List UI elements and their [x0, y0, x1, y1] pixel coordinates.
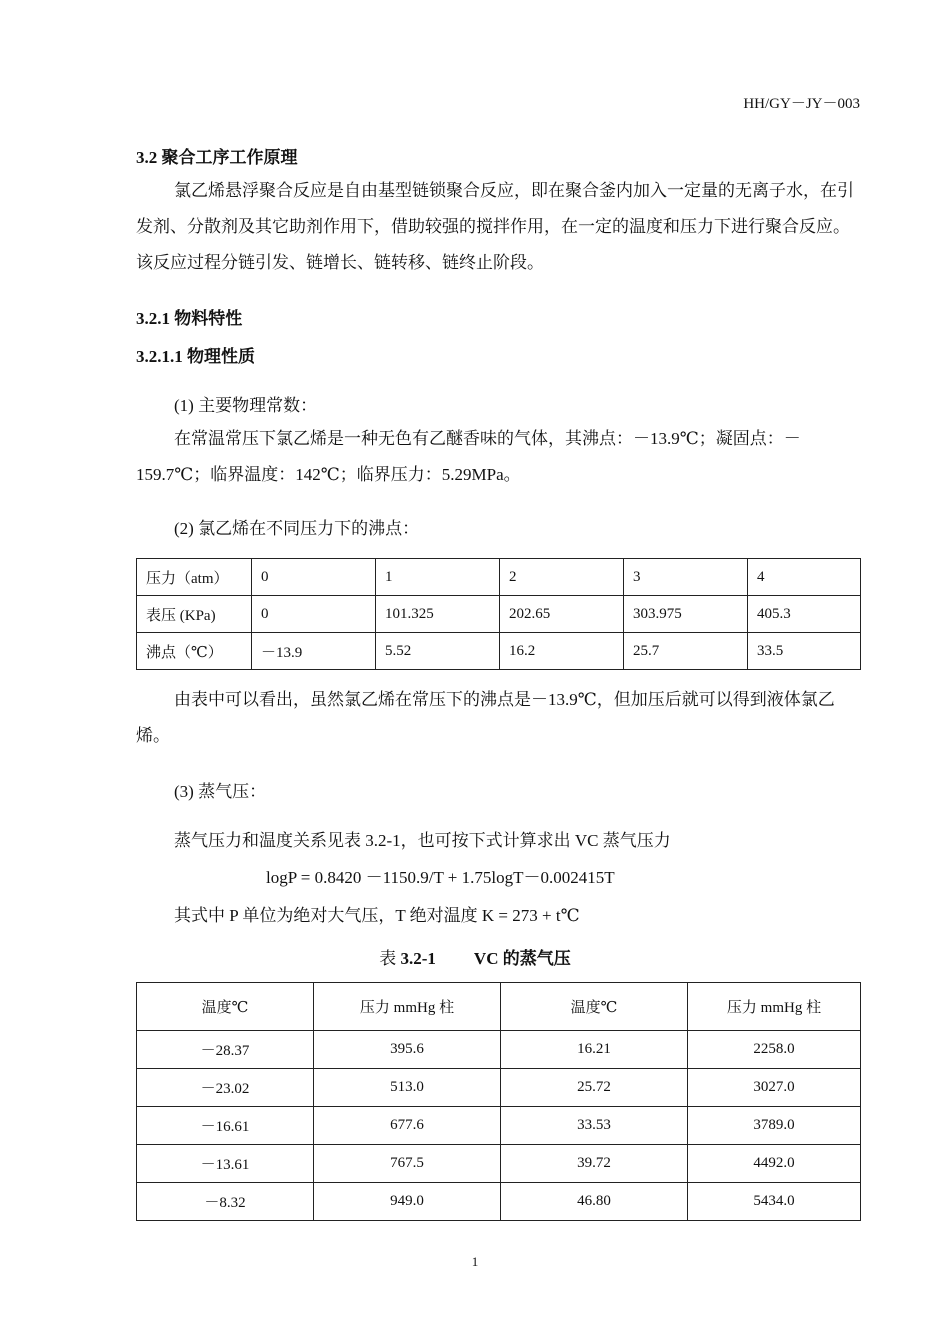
table-cell: 33.53	[501, 1107, 688, 1145]
table-cell: 949.0	[314, 1183, 501, 1221]
table-cell: 3789.0	[688, 1107, 861, 1145]
section-title: 3.2 聚合工序工作原理	[136, 148, 298, 167]
table-cell: 395.6	[314, 1031, 501, 1069]
subsection-title: 3.2.1 物料特性	[136, 309, 243, 328]
table-cell: －13.61	[137, 1145, 314, 1183]
item1-text: 在常温常压下氯乙烯是一种无色有乙醚香味的气体，其沸点：－13.9℃；凝固点：－159.7℃；临界温度：142℃；临界压力：5.29MPa。	[136, 429, 801, 484]
table-cell: 5434.0	[688, 1183, 861, 1221]
table-cell: 压力（atm）	[137, 559, 252, 596]
table-cell: 767.5	[314, 1145, 501, 1183]
table-cell: 5.52	[376, 633, 500, 670]
table-cell: 0	[252, 559, 376, 596]
table-cell: 2	[500, 559, 624, 596]
intro-paragraph: 氯乙烯悬浮聚合反应是自由基型链锁聚合反应，即在聚合釜内加入一定量的无离子水，在引发剂、分散剂及其它助剂作用下，借助较强的搅拌作用，在一定的温度和压力下进行聚合反应。该反应过程分链引发、链增长、链转移、链终止阶段。	[136, 181, 854, 272]
vapor-intro: 蒸气压力和温度关系见表 3.2-1，也可按下式计算求出 VC 蒸气压力	[174, 831, 671, 850]
boiling-point-table	[136, 558, 861, 670]
table-cell: 表压 (KPa)	[137, 596, 252, 633]
table-cell: 39.72	[501, 1145, 688, 1183]
table-cell: －13.9	[252, 633, 376, 670]
table-cell: 33.5	[748, 633, 861, 670]
item1-label: (1) 主要物理常数：	[174, 396, 318, 415]
table-cell: 1	[376, 559, 500, 596]
table-cell: 0	[252, 596, 376, 633]
table-row	[137, 633, 861, 670]
table-cell: －8.32	[137, 1183, 314, 1221]
document-code: HH/GY－JY－003	[743, 96, 860, 112]
subsubsection-title: 3.2.1.1 物理性质	[136, 347, 255, 366]
table-cell: －16.61	[137, 1107, 314, 1145]
table-header-row	[137, 983, 861, 1031]
table-row	[137, 1107, 861, 1145]
table-cell: 16.2	[500, 633, 624, 670]
table-header-cell: 温度℃	[137, 983, 314, 1031]
table-row	[137, 1145, 861, 1183]
table-cell: 2258.0	[688, 1031, 861, 1069]
table-header-cell: 温度℃	[501, 983, 688, 1031]
table-row	[137, 596, 861, 633]
table-cell: 202.65	[500, 596, 624, 633]
caption-prefix: 表	[379, 949, 401, 968]
caption-title: VC 的蒸气压	[473, 949, 571, 968]
table-header-cell: 压力 mmHg 柱	[688, 983, 861, 1031]
table-cell: 303.975	[624, 596, 748, 633]
table-cell: －28.37	[137, 1031, 314, 1069]
table-cell: 25.72	[501, 1069, 688, 1107]
table-cell: 4	[748, 559, 861, 596]
table-cell: 25.7	[624, 633, 748, 670]
table-cell: 3	[624, 559, 748, 596]
table-row	[137, 1183, 861, 1221]
page-number: 1	[471, 1254, 479, 1269]
note-paragraph: 由表中可以看出，虽然氯乙烯在常压下的沸点是－13.9℃，但加压后就可以得到液体氯乙烯。	[136, 690, 835, 745]
formula-note: 其式中 P 单位为绝对大气压，T 绝对温度 K = 273 + t℃	[174, 906, 580, 925]
table-cell: 4492.0	[688, 1145, 861, 1183]
vapor-pressure-table	[136, 982, 861, 1221]
table-cell: 677.6	[314, 1107, 501, 1145]
table-cell: 405.3	[748, 596, 861, 633]
table-row	[137, 559, 861, 596]
table-row	[137, 1031, 861, 1069]
table-caption	[0, 944, 950, 969]
table-cell: －23.02	[137, 1069, 314, 1107]
table-cell: 3027.0	[688, 1069, 861, 1107]
table-cell: 513.0	[314, 1069, 501, 1107]
table-cell: 16.21	[501, 1031, 688, 1069]
vapor-formula: logP = 0.8420 －1150.9/T + 1.75logT－0.002415T	[266, 868, 615, 887]
item2-label: (2) 氯乙烯在不同压力下的沸点：	[174, 519, 420, 538]
table-header-cell: 压力 mmHg 柱	[314, 983, 501, 1031]
table-cell: 沸点（℃）	[137, 633, 252, 670]
table-row	[137, 1069, 861, 1107]
table-cell: 101.325	[376, 596, 500, 633]
item3-label: (3) 蒸气压：	[174, 782, 267, 801]
table-cell: 46.80	[501, 1183, 688, 1221]
caption-number: 3.2-1	[400, 949, 436, 968]
